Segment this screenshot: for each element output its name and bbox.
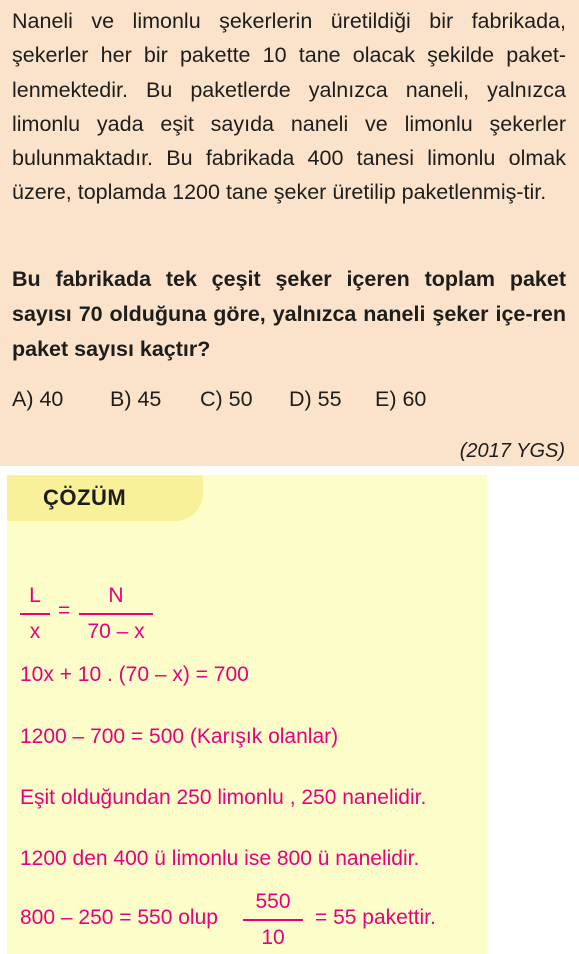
option-c[interactable]: C) 50 bbox=[200, 387, 253, 411]
solution-line-4: 1200 den 400 ü limonlu ise 800 ü nanelidir. bbox=[20, 847, 420, 870]
question-panel bbox=[0, 0, 579, 466]
fraction-left-numerator: L bbox=[29, 584, 41, 607]
question-prompt: Bu fabrikada tek çeşit şeker içeren toplam paket sayısı 70 olduğuna göre, yalnızca naneli şeker içe-ren paket sayısı kaçtır? bbox=[12, 267, 566, 361]
solution-tab bbox=[7, 475, 203, 521]
question-paragraph: Naneli ve limonlu şekerlerin üretildiği bir fabrikada, şekerler her bir pakette 10 tane olacak şekilde paket-lenmektedir. Bu paketlerde yalnızca naneli, yalnızca limonlu yada eşit sayıda naneli ve limonlu şekerler bulunmaktadır. Bu fabrikada 400 tanesi limonlu olmak üzere, toplamda 1200 tane şeker üretilip paketlenmiş-tir. bbox=[12, 9, 566, 205]
fraction-result-numerator: 550 bbox=[255, 890, 291, 913]
solution-title: ÇÖZÜM bbox=[43, 485, 127, 510]
fraction-result-bar bbox=[243, 919, 303, 921]
solution-line-2: 1200 – 700 = 500 (Karışık olanlar) bbox=[20, 725, 339, 748]
fraction-right bbox=[79, 583, 153, 645]
fraction-equals: = bbox=[58, 599, 71, 622]
fraction-right-denominator: 70 – x bbox=[87, 620, 145, 643]
fraction-result bbox=[243, 889, 303, 951]
fraction-right-bar bbox=[79, 613, 153, 615]
solution-panel bbox=[7, 475, 487, 954]
solution-line-1: 10x + 10 . (70 – x) = 700 bbox=[20, 663, 249, 686]
fraction-result-denominator: 10 bbox=[261, 926, 285, 949]
question-source: (2017 YGS) bbox=[459, 440, 565, 462]
fraction-right-numerator: N bbox=[108, 584, 124, 607]
fraction-left bbox=[20, 583, 50, 645]
solution-line-5-suffix: = 55 pakettir. bbox=[315, 906, 436, 929]
solution-line-3: Eşit olduğundan 250 limonlu , 250 nanelidir. bbox=[20, 786, 427, 809]
option-d[interactable]: D) 55 bbox=[289, 387, 342, 411]
option-b[interactable]: B) 45 bbox=[110, 387, 162, 411]
fraction-left-denominator: x bbox=[29, 620, 41, 643]
option-e[interactable]: E) 60 bbox=[375, 387, 427, 411]
fraction-left-bar bbox=[20, 613, 50, 615]
option-a[interactable]: A) 40 bbox=[12, 387, 64, 411]
solution-line-5-prefix: 800 – 250 = 550 olup bbox=[20, 906, 218, 929]
